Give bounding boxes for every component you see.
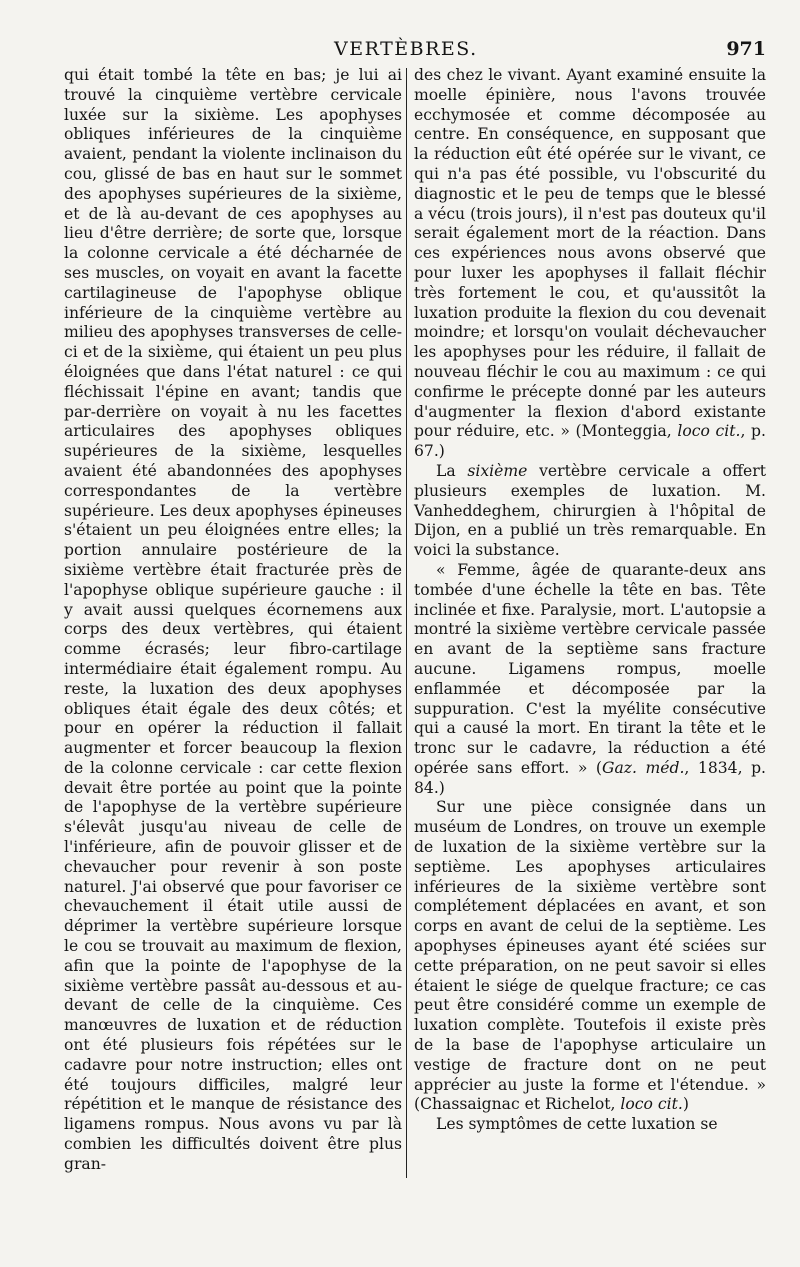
page-number: 971 (726, 38, 766, 60)
right-paragraph-5: Les symptômes de cette luxation se (436, 1115, 718, 1134)
right-paragraph-2 (414, 462, 766, 561)
citation-page: , p. 67.) (414, 422, 766, 461)
right-column (414, 66, 766, 1135)
left-paragraph-1: qui était tombé la tête en bas; je lui ai trouvé la cinquième vertèbre cervicale luxée sur la sixième. Les apophyses obliques inférieures de la cinquième avaient, pendant la violente inclinaison du cou, glissé de bas en haut sur le sommet des apophyses supérieures de la sixième, et de là au-devant de ces apophyses au lieu d'être derrière; de sorte que, lorsque la colonne cervicale a été décharnée de ses muscles, on voyait en avant la facette cartilagineuse de l'apophyse oblique inférieure de la cinquième vertèbre au milieu des apophyses transverses de celle-ci et de la sixième, qui étaient un peu plus éloignées que dans l'état naturel : ce qui fléchissait l'épine en avant; tandis que par-derrière on voyait à nu les facettes articulaires des apophyses obliques supérieures de la sixième, lesquelles avaient été abandonnées des apophyses correspondantes de la vertèbre supérieure. Les deux apophyses épineuses s'étaient un peu éloignées entre elles; la portion annulaire postérieure de la sixième vertèbre était fracturée près de l'apophyse oblique supérieure gauche : il y avait aussi quelques écornemens aux corps des deux vertèbres, qui étaient comme écrasés; leur fibro-cartilage intermédiaire était également rompu. Au reste, la luxation des deux apophyses obliques était égale des deux côtés; et pour en opérer la réduction il fallait augmenter et forcer beaucoup la flexion de la colonne cervicale : car cette flexion devait être portée au point que la pointe de l'apophyse de la vertèbre supérieure s'élevât jusqu'au niveau de celle de l'inférieure, afin de pouvoir glisser et de chevaucher pour revenir à son poste naturel. J'ai observé que pour favoriser ce chevauchement il était utile aussi de déprimer la vertèbre supérieure lorsque le cou se trouvait au maximum de flexion, afin que la pointe de l'apophyse de la sixième vertèbre passât au-dessous et au-devant de celle de la cinquième. Ces manœuvres de luxation et de réduction ont été plusieurs fois répétées sur le cadavre pour notre instruction; elles ont été toujours difficiles, malgré leur répétition et le manque de résistance des ligamens rompus. Nous avons vu par là combien les difficultés doivent être plus gran- (64, 66, 402, 1173)
quote-text: « Femme, âgée de quarante-deux ans tombée d'une échelle la tête en bas. Tête inclinée et fixe. Paralysie, mort. L'autopsie a montré la sixième vertèbre cervicale passée en avant de la septième sans fracture aucune. Ligamens rompus, moelle enflammée et décomposée par la suppuration. C'est la myélite consécutive qui a causé la mort. En tirant la tête et le tronc sur le cadavre, la réduction a été opérée sans effort. » ( (414, 560, 766, 777)
quote-text: des chez le vivant. Ayant examiné ensuite la moelle épinière, nous l'avons trouvée ecchymosée et comme décomposée au centre. En conséquence, en supposant que la réduction eût été opérée sur le vivant, ce qui n'a pas été possible, vu l'obscurité du diagnostic et le peu de temps que le blessé a vécu (trois jours), il n'est pas douteux qu'il serait également mort de la réaction. Dans ces expériences nous avons observé que pour luxer les apophyses il fallait fléchir très fortement le cou, et qu'aussitôt la luxation produite la flexion du cou devenait moindre; et lorsqu'on voulait déchevaucher les apophyses pour les réduire, il fallait de nouveau fléchir le cou au maximum : ce qui confirme le précepte donné par les auteurs d'augmenter la flexion d'abord existante pour réduire, etc. » (Monteggia, (414, 66, 766, 441)
citation-page: , 1834, p. 84.) (414, 758, 767, 797)
left-column (64, 66, 402, 1175)
paragraph-text: vertèbre cervicale a offert plusieurs exemples de luxation. M. Vanheddeghem, chirurgien à l'hôpital de Dijon, en a publié un très remarquable. En voici la substance. (414, 461, 766, 560)
paragraph-text: Sur une pièce consignée dans un muséum de Londres, on trouve un exemple de luxation de la sixième vertèbre sur la septième. Les apophyses articulaires inférieures de la sixième vertèbre sont complétement déplacées en avant, et son corps en avant de celui de la septième. Les apophyses épineuses ayant été sciées sur cette préparation, on ne peut savoir si elles étaient le siége de quelque fracture; ce cas peut être considéré comme un exemple de luxation complète. Toutefois il existe près de la base de l'apophyse articulaire un vestige de fracture dont on ne peut apprécier au juste la forme et l'étendue. » (Chassaignac et Richelot, (414, 798, 766, 1114)
right-paragraph-4 (414, 798, 766, 1115)
right-paragraph-3 (414, 561, 766, 799)
running-title: VERTÈBRES. (334, 38, 478, 60)
right-paragraph-1 (414, 66, 766, 462)
paragraph-lead: La (436, 461, 456, 480)
citation-italic: Gaz. méd. (601, 758, 685, 777)
citation-italic: loco cit. (620, 1095, 683, 1114)
citation-italic: loco cit. (677, 422, 741, 441)
citation-page: ) (682, 1095, 689, 1114)
emphasis-word: sixième (467, 461, 528, 480)
column-divider (406, 68, 407, 1178)
